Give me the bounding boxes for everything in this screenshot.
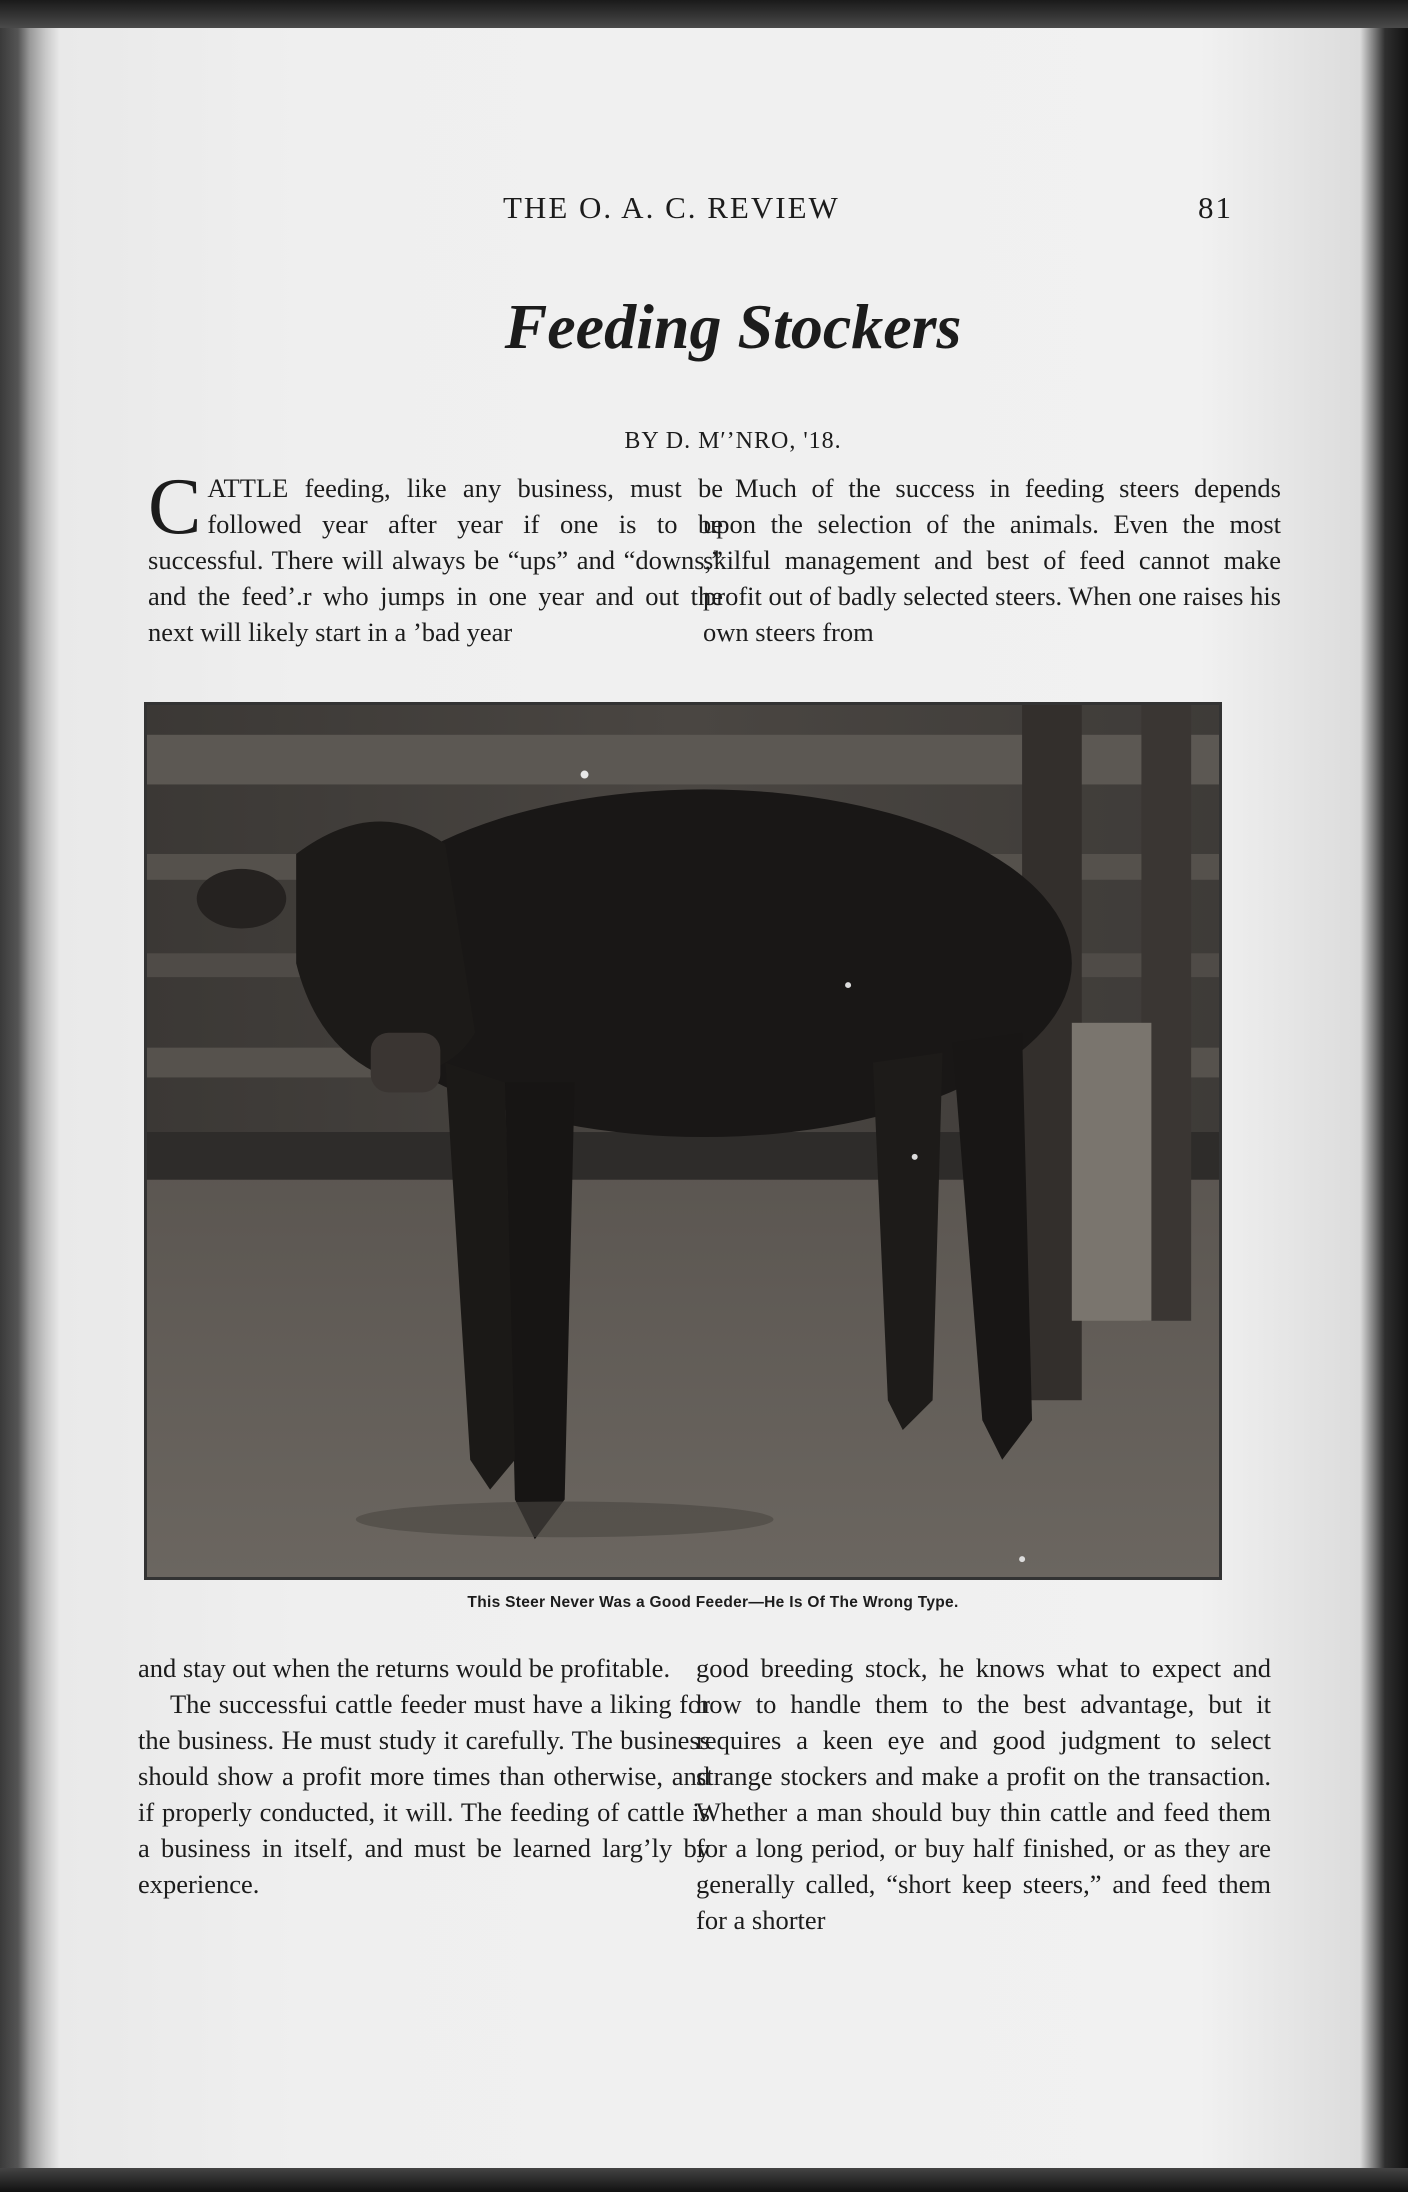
column-top-left	[148, 463, 723, 650]
scan-bottom-edge	[0, 2168, 1408, 2192]
article-title: Feeding Stockers	[504, 291, 962, 362]
journal-title: THE O. A. C. REVIEW	[503, 190, 840, 225]
running-head	[48, 190, 1378, 230]
drop-cap: C	[148, 463, 202, 551]
magazine-page	[48, 28, 1378, 2168]
column-bottom-right: good breeding stock, he knows what to expect and how to handle them to the best advantage, but it requires a keen eye and good judgment to select strange stockers and make a profit on the transaction. Whether a man should buy thin cattle and feed them for a long period, or buy half finished, or as they are generally called, “short keep steers,” and feed them for a shorter	[696, 1653, 1271, 1935]
paragraph: The successfui cattle feeder must have a liking for the business. He must study it carefully. The business should show a profit more times than otherwise, and if properly conducted, it will. The feeding of cattle is a business in itself, and must be learned larg’ly by experience.	[138, 1689, 710, 1899]
column-top-left-text: ATTLE feeding, like any business, must be followed year after year if one is to be successful. There will always be “ups” and “downs,” and the feed’.r who jumps in one year and out the next will likely start in a ’bad year	[148, 473, 723, 647]
scan-top-edge	[0, 0, 1408, 28]
column-bottom-left	[138, 1650, 710, 1902]
steer-photograph	[144, 702, 1222, 1580]
steer-photo-illustration	[147, 705, 1219, 1577]
column-top-right: Much of the success in feeding steers depends upon the selection of the animals. Even the most skilful management and best of feed cannot make profit out of badly selected steers. When one raises his own steers from	[703, 473, 1281, 647]
page-number: 81	[1198, 190, 1233, 225]
paragraph: and stay out when the returns would be profitable.	[138, 1653, 671, 1683]
figure-caption: This Steer Never Was a Good Feeder—He Is Of The Wrong Type.	[467, 1594, 959, 1611]
byline: BY D. M′’NRO, '18.	[624, 428, 842, 454]
